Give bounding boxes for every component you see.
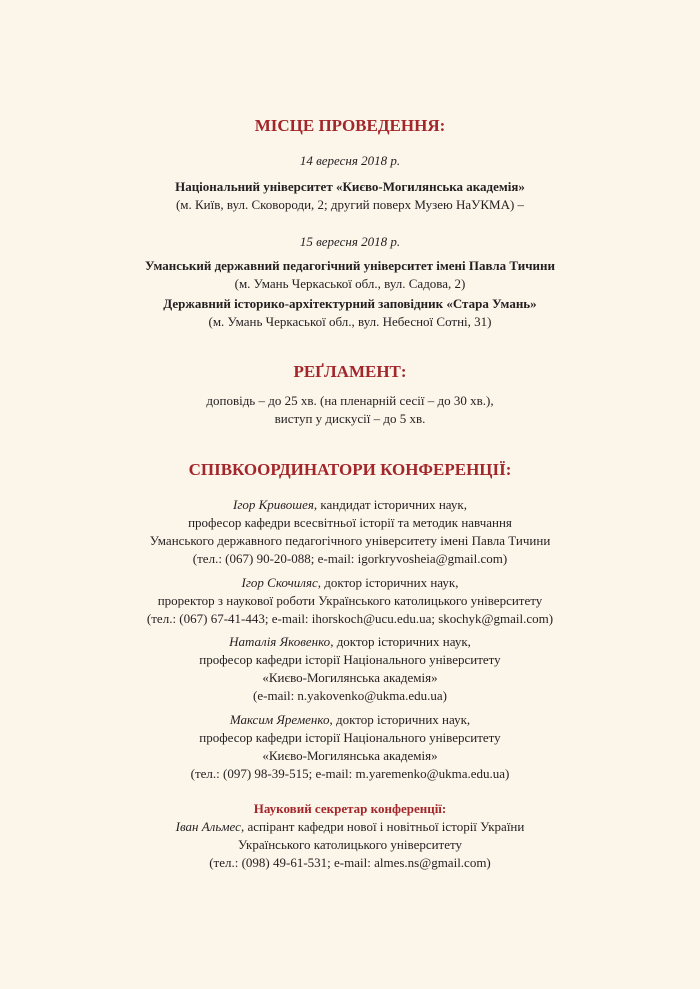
secretary-section: [0, 800, 700, 872]
secretary-line: Українського католицького університету: [237, 837, 463, 852]
coordinator-title: , доктор історичних наук,: [329, 712, 471, 727]
coordinator-line: професор кафедри всесвітньої історії та методик навчання: [188, 515, 512, 530]
coordinator-1: [0, 496, 700, 568]
day2-date: 15 вересня 2018 р.: [299, 234, 401, 249]
coordinators-section: [0, 460, 700, 480]
coordinator-title: , доктор історичних наук,: [330, 634, 471, 649]
secretary-header: [0, 818, 700, 836]
coordinator-line: професор кафедри історії Національного університету: [199, 730, 501, 745]
secretary-title: , аспірант кафедри нової і новітньої історії України: [240, 819, 525, 834]
venue-day1: [0, 152, 700, 170]
coordinator-name: Максим Яременко: [229, 712, 330, 727]
coordinator-line: (тел.: (097) 98-39-515; e-mail: m.yaremenko@ukma.edu.ua): [190, 766, 510, 781]
secretary-name: Іван Альмес: [175, 819, 241, 834]
coordinator-name: Наталія Яковенко: [229, 634, 331, 649]
coordinator-line: (e-mail: n.yakovenko@ukma.edu.ua): [253, 688, 447, 703]
coordinator-line: професор кафедри історії Національного університету: [199, 652, 501, 667]
schedule-line2: виступ у дискусії – до 5 хв.: [274, 411, 426, 426]
venue-section: [0, 116, 700, 136]
day2-institution1: Уманський державний педагогічний університет імені Павла Тичини: [144, 258, 556, 273]
coordinator-3: [0, 633, 700, 705]
coordinator-title: , доктор історичних наук,: [317, 575, 459, 590]
secretary-line: (тел.: (098) 49-61-531; e-mail: almes.ns@gmail.com): [209, 855, 491, 870]
venue-day2: [0, 233, 700, 251]
schedule-line1: доповідь – до 25 хв. (на пленарній сесії – до 30 хв.),: [206, 393, 494, 408]
coordinator-header: [0, 574, 700, 592]
coordinators-heading: СПІВКООРДИНАТОРИ КОНФЕРЕНЦІЇ:: [188, 460, 512, 479]
coordinator-title: , кандидат історичних наук,: [313, 497, 467, 512]
venue-day2-details: [0, 257, 700, 331]
day2-address2: (м. Умань Черкаської обл., вул. Небесної Сотні, 31): [208, 314, 492, 329]
venue-heading: МІСЦЕ ПРОВЕДЕННЯ:: [254, 116, 446, 135]
schedule-section: [0, 362, 700, 382]
coordinator-line: (тел.: (067) 67-41-443; e-mail: ihorskoch@ucu.edu.ua; skochyk@gmail.com): [146, 611, 554, 626]
day1-address: (м. Київ, вул. Сковороди, 2; другий поверх Музею НаУКМА) –: [175, 197, 525, 212]
day1-date: 14 вересня 2018 р.: [299, 153, 401, 168]
coordinator-line: «Києво-Могилянська академія»: [262, 748, 438, 763]
coordinator-header: [0, 711, 700, 729]
coordinator-line: «Києво-Могилянська академія»: [262, 670, 438, 685]
coordinator-line: проректор з наукової роботи Українського католицького університету: [157, 593, 543, 608]
coordinator-header: [0, 633, 700, 651]
schedule-heading: РЕҐЛАМЕНТ:: [293, 362, 407, 381]
secretary-heading: Науковий секретар конференції:: [253, 801, 447, 816]
coordinator-2: [0, 574, 700, 628]
coordinator-name: Ігор Кривошея: [233, 497, 314, 512]
coordinator-line: (тел.: (067) 90-20-088; e-mail: igorkryvosheia@gmail.com): [192, 551, 508, 566]
day2-institution2: Державний історико-архітектурний заповідник «Стара Умань»: [163, 296, 537, 311]
coordinator-header: [0, 496, 700, 514]
coordinator-line: Уманського державного педагогічного університету імені Павла Тичини: [149, 533, 551, 548]
venue-day1-details: [0, 178, 700, 214]
schedule-details: [0, 392, 700, 428]
coordinator-4: [0, 711, 700, 783]
day1-institution: Національний університет «Києво-Могилянська академія»: [175, 179, 525, 194]
coordinator-name: Ігор Скочиляс: [241, 575, 318, 590]
day2-address1: (м. Умань Черкаської обл., вул. Садова, 2): [234, 276, 466, 291]
